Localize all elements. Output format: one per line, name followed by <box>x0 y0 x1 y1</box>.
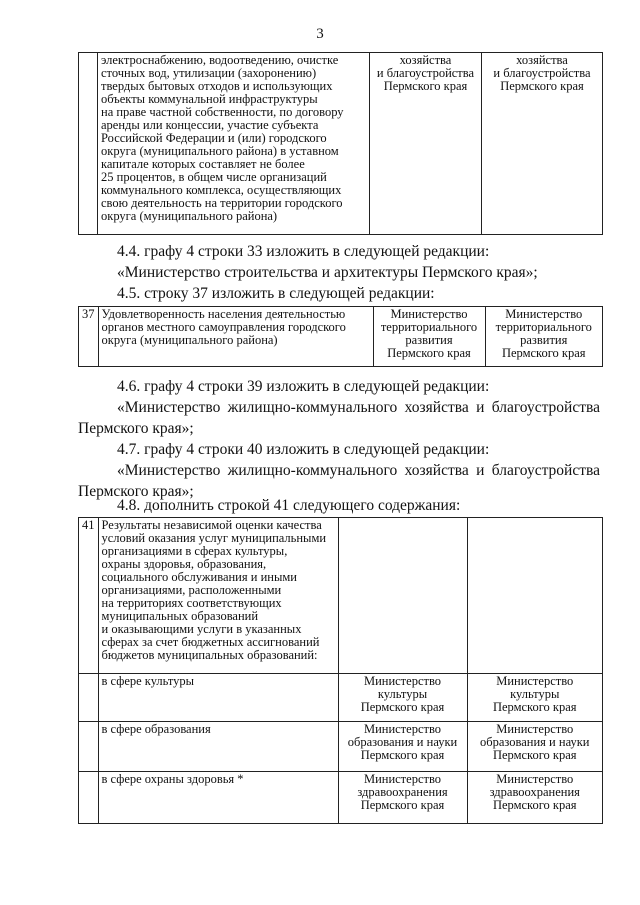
cell-empty <box>467 518 603 674</box>
cell-number <box>79 772 99 824</box>
page-number: 3 <box>316 26 324 42</box>
table-row <box>79 772 603 824</box>
cell-responsible-health-old: Министерство здравоохранения Пермского края <box>338 772 467 824</box>
cell-responsible-education-new: Министерство образования и науки Пермского края <box>467 722 603 772</box>
cell-number <box>79 722 99 772</box>
cell-number: 41 <box>79 518 99 674</box>
paragraph-4-6-text-line1: «Министерство жилищно-коммунального хозяйства и благоустройства <box>117 399 600 416</box>
paragraph-4-5: 4.5. строку 37 изложить в следующей редакции: <box>117 285 435 302</box>
cell-number <box>79 674 99 722</box>
cell-number <box>79 53 98 235</box>
table-row <box>79 307 603 367</box>
table-row-41 <box>78 517 603 824</box>
cell-responsible-culture-old: Министерство культуры Пермского края <box>338 674 467 722</box>
table-row-37 <box>78 306 603 367</box>
cell-responsible-culture-new: Министерство культуры Пермского края <box>467 674 603 722</box>
cell-empty <box>338 518 467 674</box>
table-row <box>79 722 603 772</box>
paragraph-4-7-text-line2: Пермского края»; <box>78 483 194 500</box>
paragraph-4-7-text-line1: «Министерство жилищно-коммунального хозяйства и благоустройства <box>117 462 600 479</box>
cell-responsible-new: Министерство территориального развития Пермского края <box>485 307 603 367</box>
cell-description: Удовлетворенность населения деятельностью органов местного самоуправления городского округа (муниципального района) <box>98 307 373 367</box>
paragraph-4-6-text-line2: Пермского края»; <box>78 420 194 437</box>
table-continuation <box>78 52 603 235</box>
paragraph-4-6: 4.6. графу 4 строки 39 изложить в следующей редакции: <box>117 378 490 395</box>
cell-responsible-new: хозяйства и благоустройства Пермского края <box>482 53 603 235</box>
cell-responsible-health-new: Министерство здравоохранения Пермского края <box>467 772 603 824</box>
cell-description: электроснабжению, водоотведению, очистке сточных вод, утилизации (захоронению) твердых бытовых отходов и использующих объекты коммунальной инфраструктуры на праве частной собственности, по договору аренды или концессии, участие субъекта Российской Федерации и (или) городского округа (муниципального района) в уставном капитале которых составляет не более 25 процентов, в общем числе организаций коммунального комплекса, осуществляющих свою деятельность на территории городского округа (муниципального района) <box>98 53 370 235</box>
table-row <box>79 674 603 722</box>
cell-label-education: в сфере образования <box>98 722 338 772</box>
cell-label-culture: в сфере культуры <box>98 674 338 722</box>
table-row <box>79 518 603 674</box>
cell-label-health: в сфере охраны здоровья * <box>98 772 338 824</box>
table-row <box>79 53 603 235</box>
cell-responsible-old: хозяйства и благоустройства Пермского края <box>370 53 482 235</box>
paragraph-4-4-text: «Министерство строительства и архитектуры Пермского края»; <box>117 264 538 281</box>
cell-description: Результаты независимой оценки качества условий оказания услуг муниципальными организациями в сферах культуры, охраны здоровья, образования, социального обслуживания и иными организациями, расположенными на территориях соответствующих муниципальных образований и оказывающими услуги в указанных сферах за счет бюджетных ассигнований бюджетов муниципальных образований: <box>98 518 338 674</box>
cell-responsible-old: Министерство территориального развития Пермского края <box>373 307 485 367</box>
paragraph-4-8: 4.8. дополнить строкой 41 следующего содержания: <box>117 497 461 514</box>
cell-responsible-education-old: Министерство образования и науки Пермского края <box>338 722 467 772</box>
paragraph-4-7: 4.7. графу 4 строки 40 изложить в следующей редакции: <box>117 441 490 458</box>
cell-number: 37 <box>79 307 99 367</box>
paragraph-4-4: 4.4. графу 4 строки 33 изложить в следующей редакции: <box>117 243 490 260</box>
